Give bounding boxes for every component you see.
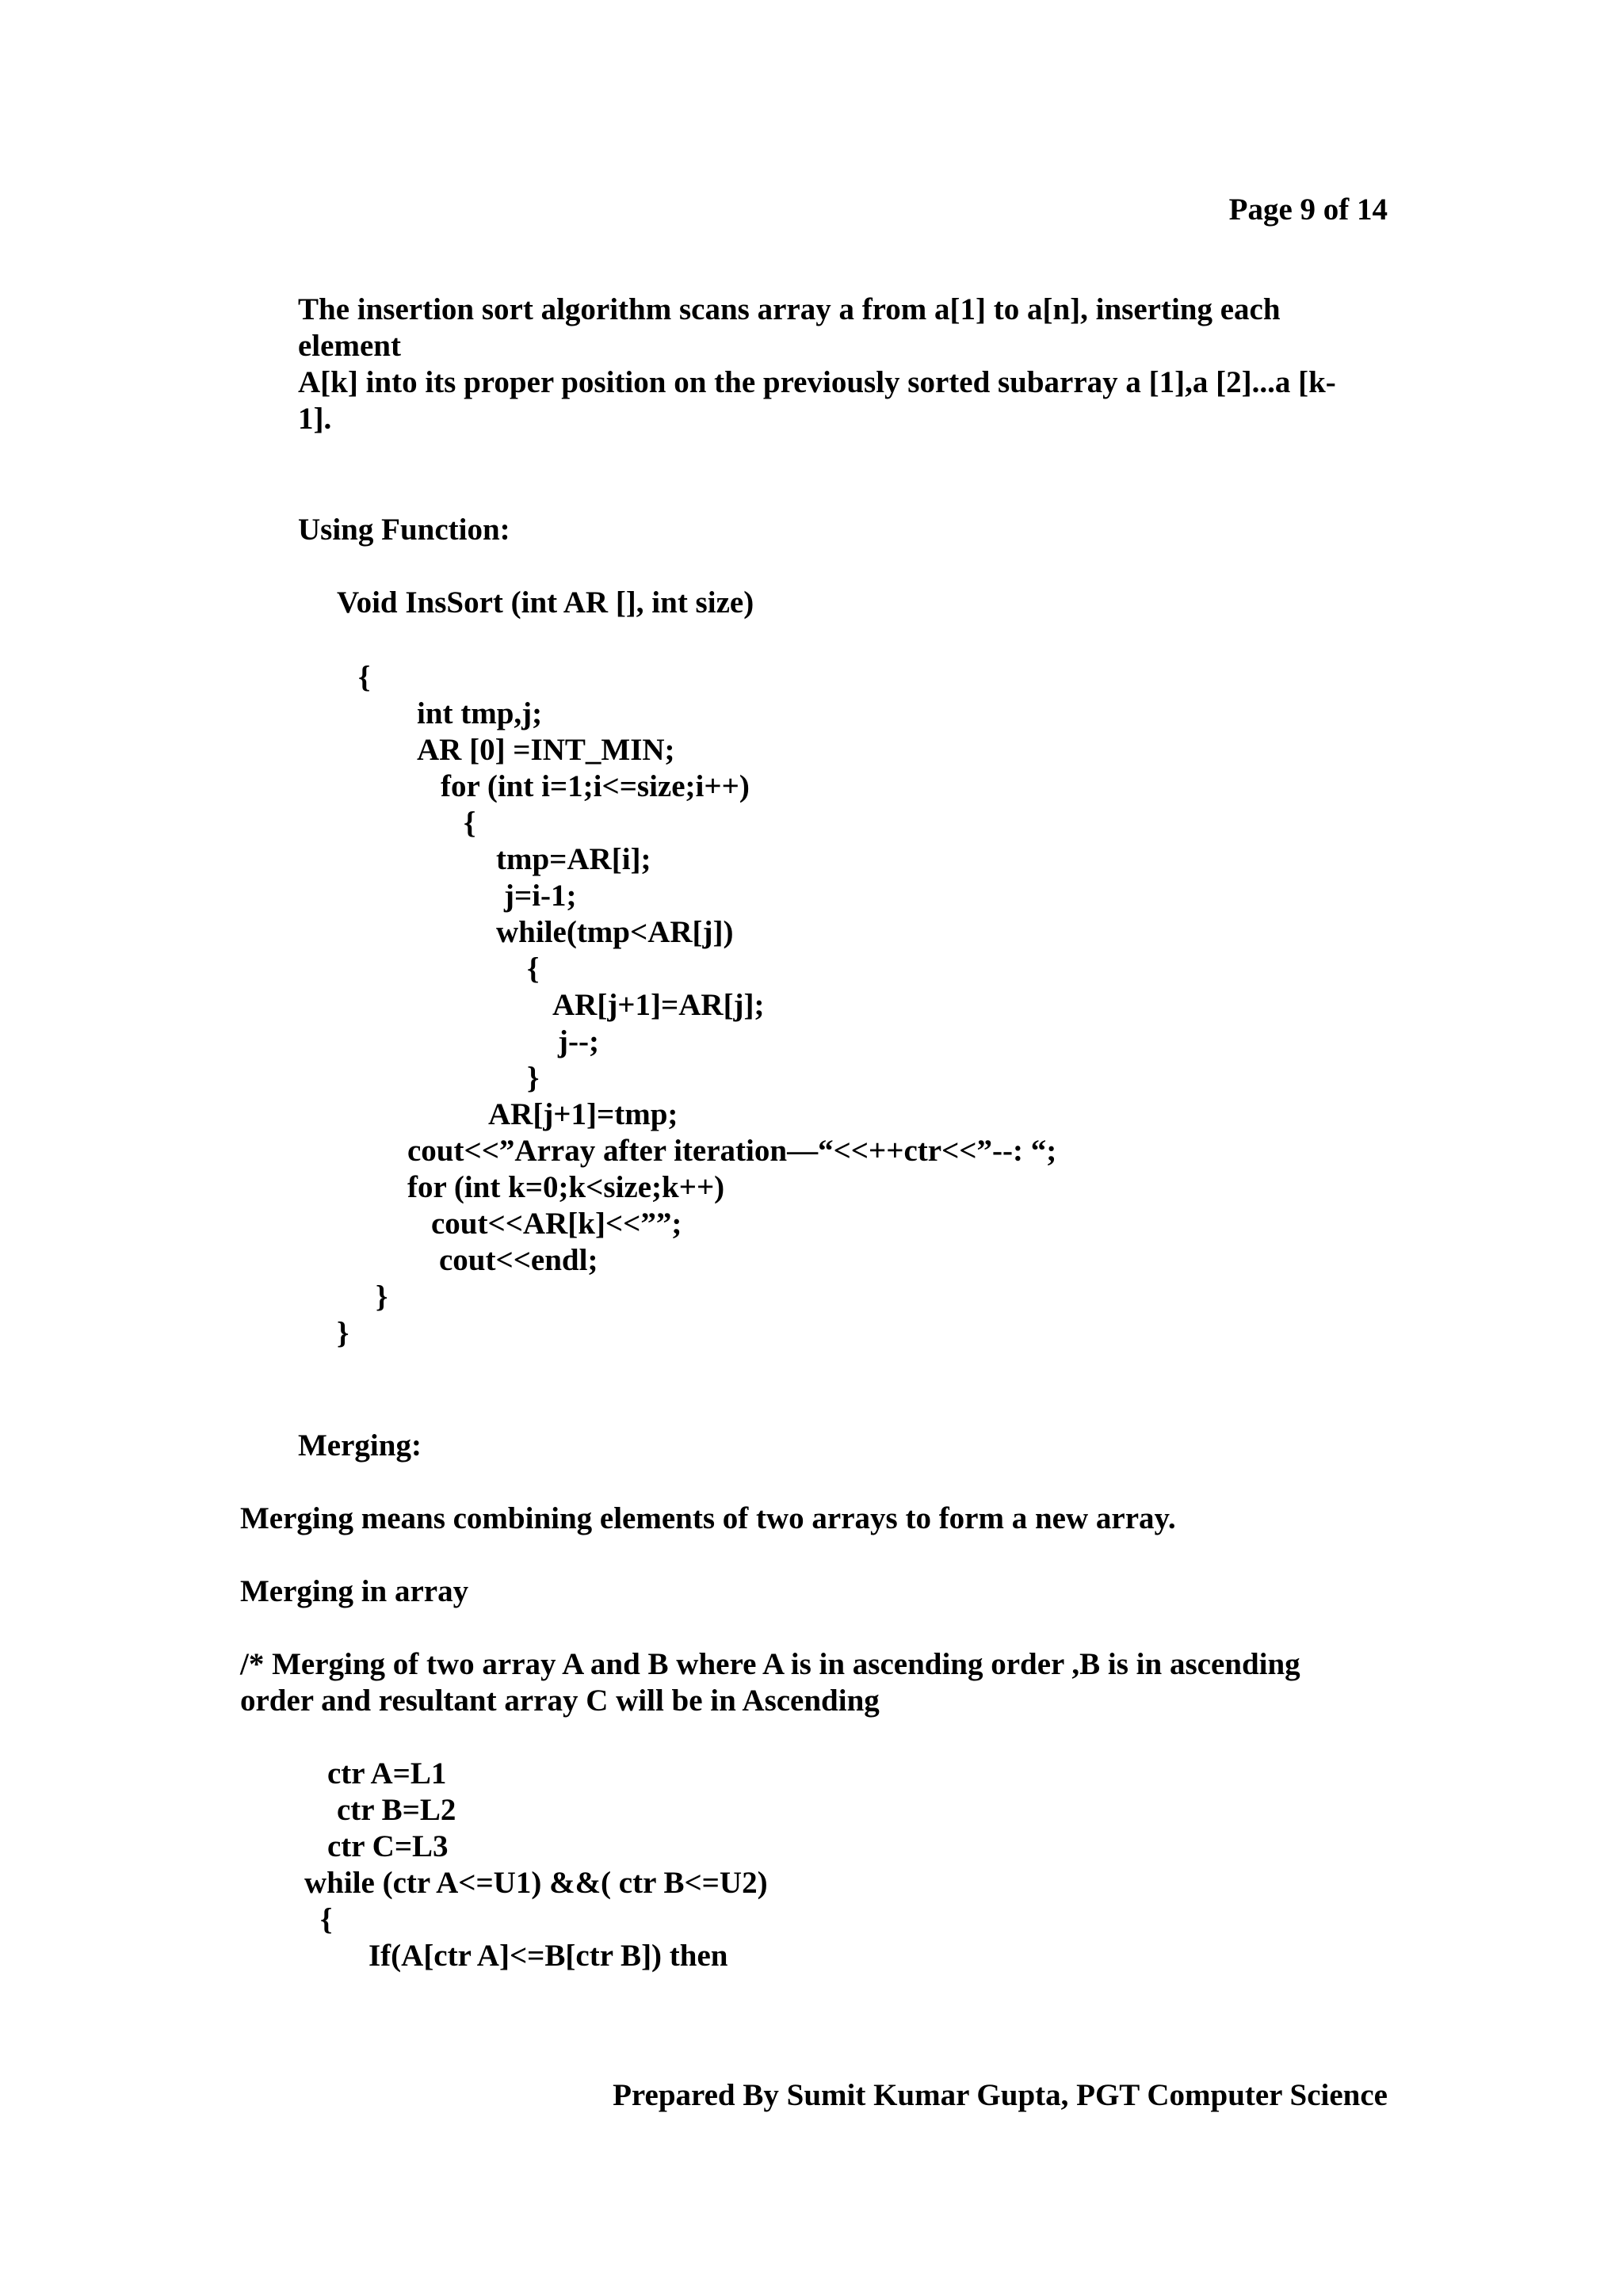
comment-line: /* Merging of two array A and B where A is in ascending order ,B is in ascending — [240, 1647, 1300, 1681]
code-line: } — [337, 1316, 349, 1350]
intro-line: The insertion sort algorithm scans array a from a[1] to a[n], inserting each — [298, 292, 1281, 326]
code-line: while(tmp<AR[j]) — [496, 915, 734, 949]
using-function-heading: Using Function: — [298, 513, 510, 547]
footer-credit: Prepared By Sumit Kumar Gupta, PGT Computer Science — [613, 2078, 1388, 2112]
code-line: AR[j+1]=AR[j]; — [552, 988, 765, 1022]
code-line: for (int i=1;i<=size;i++) — [441, 769, 750, 803]
code-line: tmp=AR[i]; — [496, 842, 651, 876]
code-line: while (ctr A<=U1) &&( ctr B<=U2) — [304, 1866, 768, 1900]
merging-subheading: Merging in array — [240, 1574, 469, 1608]
code-line: Void InsSort (int AR [], int size) — [337, 585, 754, 620]
code-line: } — [376, 1280, 388, 1314]
code-line: { — [358, 660, 371, 694]
code-line: { — [320, 1902, 333, 1936]
code-line: j=i-1; — [504, 879, 577, 913]
intro-line: A[k] into its proper position on the previously sorted subarray a [1],a [2]...a [k- — [298, 365, 1336, 399]
code-line: int tmp,j; — [417, 696, 543, 730]
merging-heading: Merging: — [298, 1428, 422, 1463]
code-line: { — [527, 952, 540, 986]
merging-definition: Merging means combining elements of two arrays to form a new array. — [240, 1501, 1176, 1535]
code-line: cout<<”Array after iteration—“<<++ctr<<”--: “; — [407, 1134, 1057, 1168]
intro-line: 1]. — [298, 402, 332, 436]
code-line: ctr B=L2 — [337, 1793, 456, 1827]
code-line: cout<<AR[k]<<””; — [431, 1207, 682, 1241]
comment-line: order and resultant array C will be in Ascending — [240, 1684, 880, 1718]
code-line: { — [464, 806, 476, 840]
code-line: for (int k=0;k<size;k++) — [407, 1170, 725, 1204]
code-line: } — [527, 1061, 540, 1095]
code-line: AR [0] =INT_MIN; — [417, 733, 675, 767]
page-number: Page 9 of 14 — [1228, 193, 1388, 227]
code-line: ctr A=L1 — [327, 1756, 447, 1791]
code-line: cout<<endl; — [439, 1243, 598, 1277]
intro-line: element — [298, 329, 401, 363]
code-line: If(A[ctr A]<=B[ctr B]) then — [369, 1939, 728, 1973]
code-line: AR[j+1]=tmp; — [488, 1097, 678, 1131]
code-line: j--; — [558, 1024, 599, 1058]
code-line: ctr C=L3 — [327, 1829, 449, 1863]
